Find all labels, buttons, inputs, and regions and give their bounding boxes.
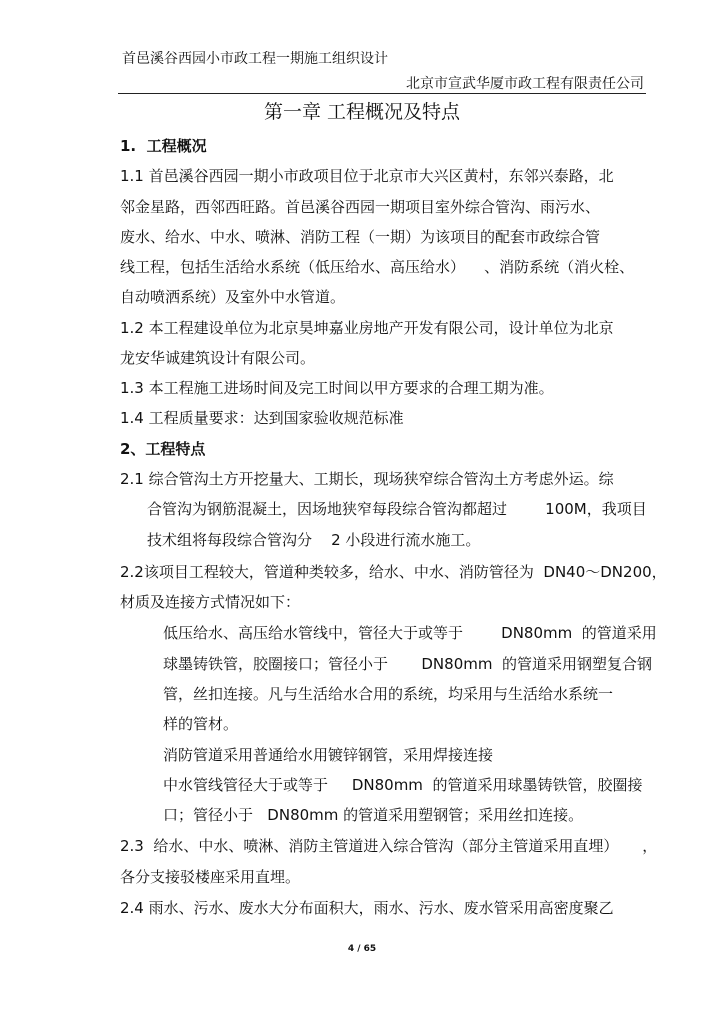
paragraph-line: 低压给水、高压给水管线中，管径大于或等于 DN80mm 的管道采用 bbox=[163, 624, 657, 642]
paragraph-line: 合管沟为钢筋混凝土，因场地狭窄每段综合管沟都超过 100M，我项目 bbox=[147, 500, 647, 518]
paragraph-line: 废水、给水、中水、喷淋、消防工程（一期）为该项目的配套市政综合管 bbox=[120, 228, 601, 246]
paragraph-line: 球墨铸铁管，胶圈接口；管径小于 DN80mm 的管道采用钢塑复合钢 bbox=[163, 655, 652, 673]
section-heading-2: 2、工程特点 bbox=[120, 440, 206, 458]
paragraph-line: 各分支接驳楼座采用直埋。 bbox=[120, 868, 301, 886]
paragraph-line: 2.3 给水、中水、喷淋、消防主管道进入综合管沟（部分主管道采用直埋） ， bbox=[120, 837, 658, 855]
paragraph-line: 1.2 本工程建设单位为北京昊坤嘉业房地产开发有限公司，设计单位为北京 bbox=[120, 319, 614, 337]
paragraph-line: 自动喷洒系统）及室外中水管道。 bbox=[120, 288, 346, 306]
paragraph-line: 2.2该项目工程较大，管道种类较多，给水、中水、消防管径为 DN40～DN200， bbox=[120, 563, 667, 581]
paragraph-line: 消防管道采用普通给水用镀锌钢管，采用焊接连接 bbox=[163, 746, 494, 764]
page-header-company: 北京市宣武华厦市政工程有限责任公司 bbox=[406, 76, 644, 92]
header-rule bbox=[118, 93, 646, 94]
page-header-title: 首邑溪谷西园小市政工程一期施工组织设计 bbox=[122, 51, 388, 67]
paragraph-line: 技术组将每段综合管沟分 2 小段进行流水施工。 bbox=[147, 531, 481, 549]
paragraph-line: 邻金星路，西邻西旺路。首邑溪谷西园一期项目室外综合管沟、雨污水、 bbox=[120, 198, 601, 216]
paragraph-line: 材质及连接方式情况如下： bbox=[120, 593, 301, 611]
paragraph-line: 管，丝扣连接。凡与生活给水合用的系统，均采用与生活给水系统一 bbox=[163, 685, 614, 703]
paragraph-line: 口；管径小于 DN80mm 的管道采用塑钢管；采用丝扣连接。 bbox=[163, 806, 584, 824]
paragraph-line: 样的管材。 bbox=[163, 715, 239, 733]
paragraph-line: 线工程，包括生活给水系统（低压给水、高压给水） 、消防系统（消火栓、 bbox=[120, 258, 635, 276]
paragraph-line: 龙安华诚建筑设计有限公司。 bbox=[120, 349, 316, 367]
chapter-title: 第一章 工程概况及特点 bbox=[263, 101, 461, 123]
page-number: 4 / 65 bbox=[347, 944, 377, 954]
paragraph-line: 1.1 首邑溪谷西园一期小市政项目位于北京市大兴区黄村，东邻兴泰路，北 bbox=[120, 167, 614, 185]
paragraph-line: 1.3 本工程施工进场时间及完工时间以甲方要求的合理工期为准。 bbox=[120, 379, 554, 397]
paragraph-line: 中水管线管径大于或等于 DN80mm 的管道采用球墨铸铁管，胶圈接 bbox=[163, 776, 643, 794]
paragraph-line: 2.4 雨水、污水、废水大分布面积大，雨水、污水、废水管采用高密度聚乙 bbox=[120, 899, 614, 917]
paragraph-line: 2.1 综合管沟土方开挖量大、工期长，现场狭窄综合管沟土方考虑外运。综 bbox=[120, 470, 614, 488]
section-heading-1: 1. 工程概况 bbox=[120, 137, 207, 155]
paragraph-line: 1.4 工程质量要求：达到国家验收规范标准 bbox=[120, 409, 404, 427]
